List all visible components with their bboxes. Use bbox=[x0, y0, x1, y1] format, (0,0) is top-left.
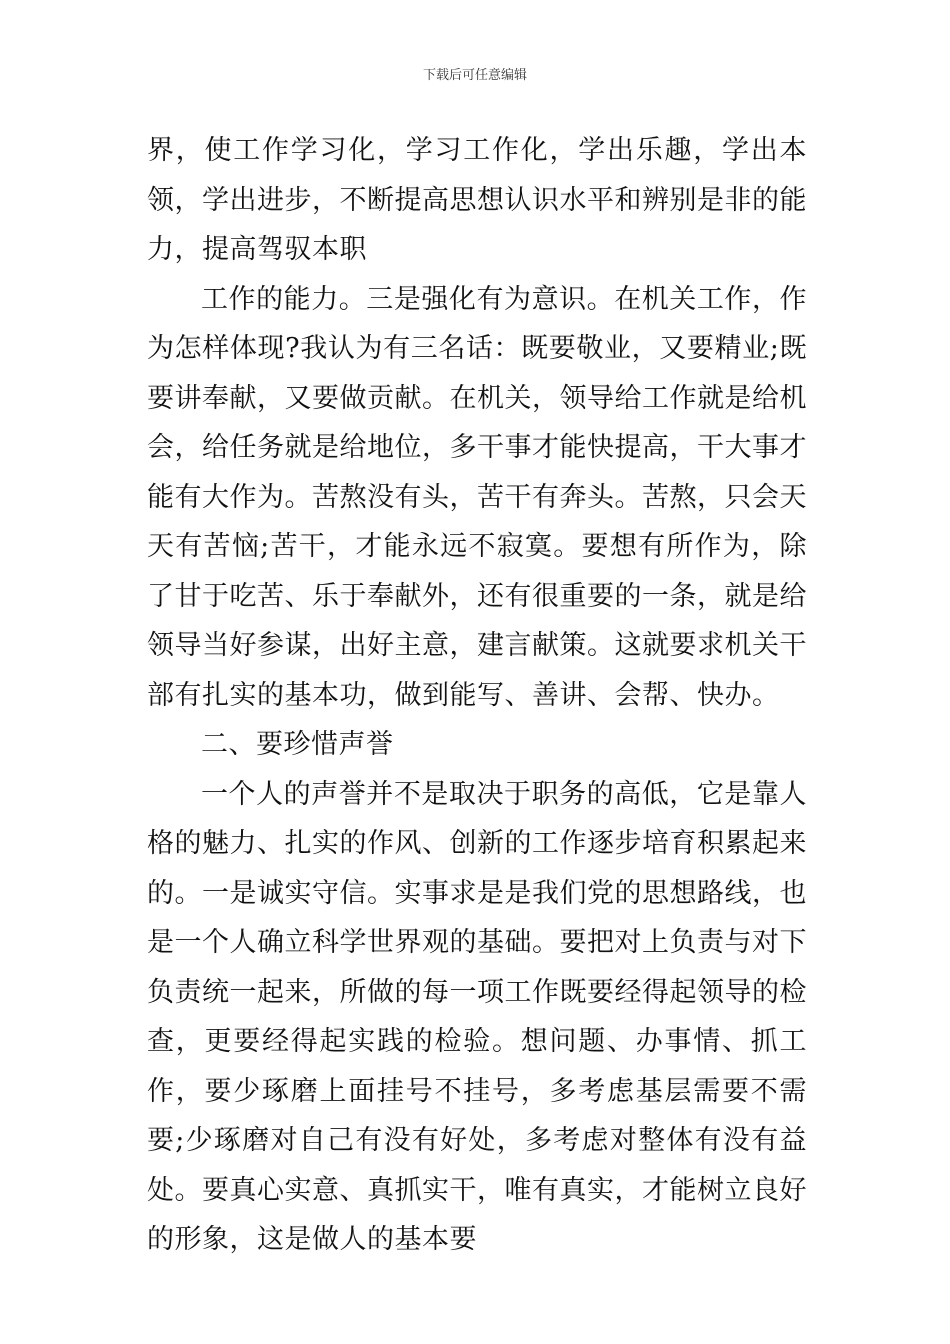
section-heading: 二、要珍惜声誉 bbox=[201, 729, 394, 760]
paragraph: 界，使工作学习化，学习工作化，学出乐趣，学出本领，学出进步，不断提高思想认识水平和辨别是非的能力，提高驾驭本职 bbox=[147, 135, 807, 265]
page-header: 下载后可任意编辑 bbox=[422, 68, 527, 83]
document-body bbox=[147, 126, 807, 1265]
paragraph: 一个人的声誉并不是取决于职务的高低，它是靠人格的魅力、扎实的作风、创新的工作逐步培育积累起来的。一是诚实守信。实事求是是我们党的思想路线，也是一个人确立科学世界观的基础。要把对上负责与对下负责统一起来，所做的每一项工作既要经得起领导的检查，更要经得起实践的检验。想问题、办事情、抓工作，要少琢磨上面挂号不挂号，多考虑基层需要不需要;少琢磨对自己有没有好处，多考虑对整体有没有益处。要真心实意、真抓实干，唯有真实，才能树立良好的形象，这是做人的基本要 bbox=[147, 778, 807, 1255]
paragraph: 工作的能力。三是强化有为意识。在机关工作，作为怎样体现?我认为有三名话：既要敬业，又要精业;既要讲奉献，又要做贡献。在机关，领导给工作就是给机会，给任务就是给地位，多干事才能快提高，干大事才能有大作为。苦熬没有头，苦干有奔头。苦熬，只会天天有苦恼;苦干，才能永远不寂寞。要想有所作为，除了甘于吃苦、乐于奉献外，还有很重要的一条，就是给领导当好参谋，出好主意，建言献策。这就要求机关干部有扎实的基本功，做到能写、善讲、会帮、快办。 bbox=[147, 283, 807, 711]
